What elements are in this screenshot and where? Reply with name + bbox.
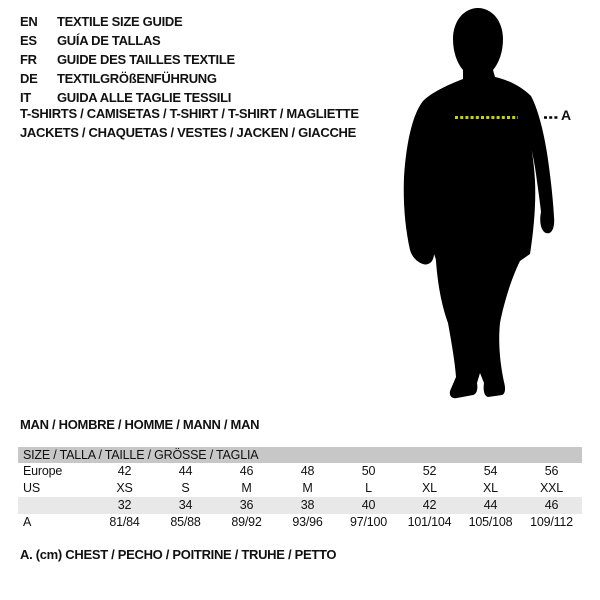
garment-categories (20, 104, 359, 142)
size-value-cell: 52 (422, 464, 437, 478)
size-value-cell: 40 (361, 498, 376, 512)
size-value-cell: 46 (239, 464, 254, 478)
size-value-cell: 93/96 (292, 515, 323, 529)
category-line-jackets: JACKETS / CHAQUETAS / VESTES / JACKEN / GIACCHE (20, 125, 356, 140)
language-list (20, 12, 235, 107)
language-code: FR (20, 52, 37, 67)
language-label: TEXTILE SIZE GUIDE (57, 14, 183, 29)
man-silhouette-figure (400, 5, 570, 400)
measurement-footnote: A. (cm) CHEST / PECHO / POITRINE / TRUHE / PETTO (20, 547, 337, 562)
size-value-cell: XS (116, 481, 133, 495)
size-value-cell: 42 (117, 464, 132, 478)
size-table-body (18, 463, 582, 531)
size-value-cell: 97/100 (349, 515, 388, 529)
man-silhouette-svg (400, 5, 570, 400)
size-value-cell: 109/112 (530, 515, 573, 529)
size-value-cell: 101/104 (407, 515, 452, 529)
size-value-cell: 44 (483, 498, 498, 512)
man-silhouette-path (404, 8, 554, 398)
size-value-cell: M (241, 481, 252, 495)
size-value-cell: 105/108 (468, 515, 513, 529)
size-value-cell: 56 (544, 464, 559, 478)
language-row (20, 50, 235, 69)
size-value-cell: 36 (239, 498, 254, 512)
table-row (18, 497, 582, 514)
language-row (20, 12, 235, 31)
size-value-cell: XXL (539, 481, 564, 495)
language-label: GUIDA ALLE TAGLIE TESSILI (57, 90, 232, 105)
size-value-cell: 89/92 (231, 515, 262, 529)
size-value-cell: 34 (178, 498, 193, 512)
row-label: A (23, 515, 32, 529)
size-value-cell: XL (483, 481, 498, 495)
language-label: GUÍA DE TALLAS (57, 33, 161, 48)
language-row (20, 69, 235, 88)
size-value-cell: 81/84 (109, 515, 140, 529)
table-row (18, 480, 582, 497)
size-value-cell: XL (422, 481, 437, 495)
language-code: ES (20, 33, 37, 48)
language-code: EN (20, 14, 38, 29)
language-row (20, 31, 235, 50)
table-row (18, 463, 582, 480)
size-table (18, 447, 582, 531)
size-value-cell: 44 (178, 464, 193, 478)
language-code: DE (20, 71, 38, 86)
size-value-cell: 32 (117, 498, 132, 512)
section-title-man: MAN / HOMBRE / HOMME / MANN / MAN (20, 417, 260, 432)
language-code: IT (20, 90, 31, 105)
size-value-cell: S (181, 481, 190, 495)
language-label: TEXTILGRÖßENFÜHRUNG (57, 71, 217, 86)
language-label: GUIDE DES TAILLES TEXTILE (57, 52, 235, 67)
size-value-cell: 54 (483, 464, 498, 478)
row-label: US (23, 481, 40, 495)
row-label: Europe (23, 464, 63, 478)
size-value-cell: 85/88 (170, 515, 201, 529)
category-line-tshirts: T-SHIRTS / CAMISETAS / T-SHIRT / T-SHIRT / MAGLIETTE (20, 106, 359, 121)
size-value-cell: 42 (422, 498, 437, 512)
size-value-cell: 50 (361, 464, 376, 478)
size-table-header: SIZE / TALLA / TAILLE / GRÖSSE / TAGLIA (18, 447, 582, 463)
size-value-cell: M (302, 481, 313, 495)
size-value-cell: 38 (300, 498, 315, 512)
measure-label-a: A (561, 107, 572, 123)
size-value-cell: 48 (300, 464, 315, 478)
table-row (18, 514, 582, 531)
size-value-cell: L (365, 481, 372, 495)
size-value-cell: 46 (544, 498, 559, 512)
row-label (18, 497, 94, 514)
